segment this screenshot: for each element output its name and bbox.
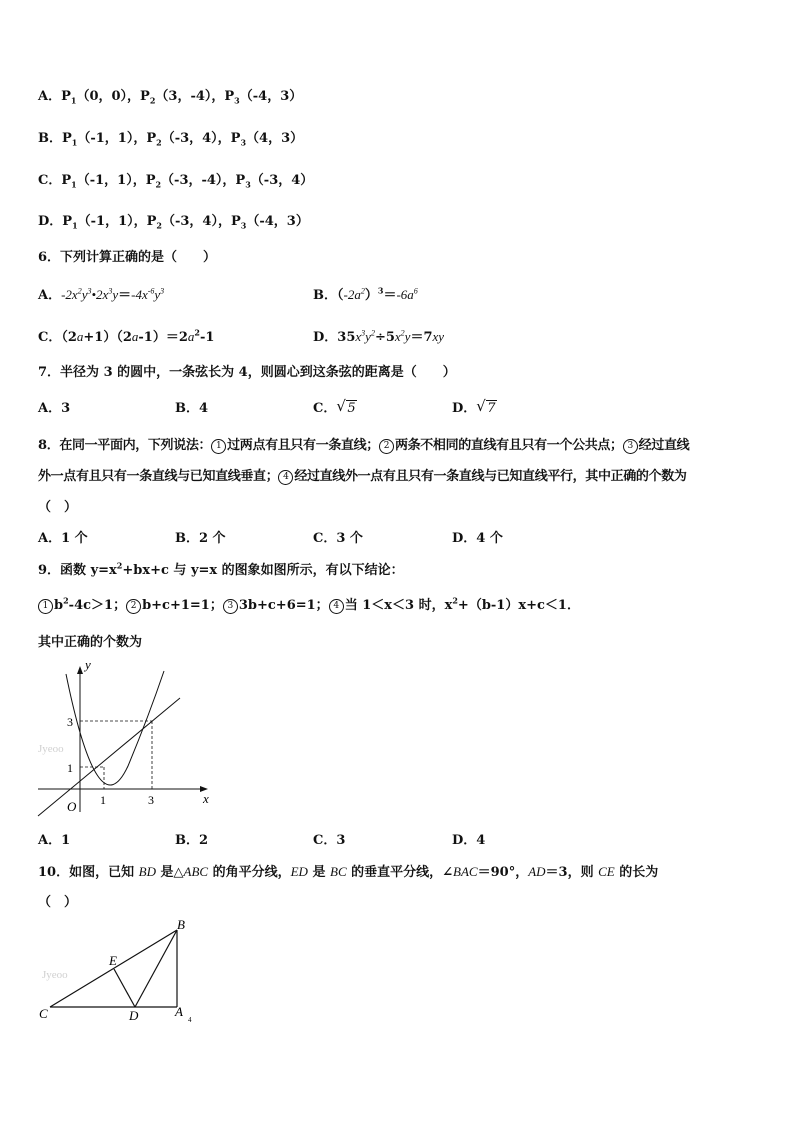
- q7-option-d: D． √ 7: [452, 397, 496, 416]
- segment-bd: [135, 930, 177, 1007]
- q9-question: 其中正确的个数为: [38, 635, 143, 650]
- segment-cb: [50, 930, 177, 1007]
- parabola-curve: [66, 671, 164, 785]
- q9-graph: [36, 656, 221, 818]
- q10-figure: [34, 914, 199, 1026]
- q7-option-b: B．4: [175, 401, 209, 416]
- q10-paren: （ ）: [38, 895, 78, 910]
- q8-stem-line2: 外一点有且只有一条直线与已知直线垂直； 4 经过直线外一点有且只有一条直线与已知直线平行，其中正确的个数为: [38, 469, 687, 484]
- watermark: Jyeoo: [38, 743, 64, 755]
- label-e: E: [109, 953, 117, 968]
- q5-option-b: B．$P_1(-1$，1），$P_2(-3$，4），$P_3(4$，3）: [38, 131, 304, 148]
- q10-stem: 10．如图，已知 BD 是△ABC 的角平分线，ED 是 BC 的垂直平分线，∠BAC＝90°，AD＝3，则 CE 的长为: [38, 864, 659, 880]
- x-tick-3: 3: [148, 793, 154, 807]
- q8-option-c: C．3 个: [313, 531, 363, 546]
- q7-option-c: C． √ 5: [313, 397, 356, 416]
- q7-option-a: A．3: [38, 401, 71, 416]
- label-b: B: [177, 917, 185, 932]
- label-a: A: [175, 1004, 183, 1019]
- q9-stem: 9．函数 $y=x^2+bx+c$ 与 y=x 的图象如图所示，有以下结论：: [38, 560, 404, 578]
- x-axis-label: x: [203, 791, 209, 806]
- q9-option-a: A．1: [38, 833, 71, 848]
- q9-option-c: C．3: [313, 833, 346, 848]
- line-y-equals-x: [38, 698, 180, 816]
- q8-option-a: A．1 个: [38, 531, 88, 546]
- segment-ed: [114, 969, 135, 1007]
- q6-option-c: C．$(2a+1)(2a-1)=2a^2-1$: [38, 327, 215, 345]
- q6-option-a: A．$-2x^2y^3•2x^3y=-4x^{-6}y^3$: [38, 286, 165, 303]
- y-tick-1: 1: [67, 761, 73, 775]
- label-c: C: [39, 1006, 48, 1021]
- q7-stem: 7．半径为 3 的圆中，一条弦长为 4，则圆心到这条弦的距离是（ ）: [38, 365, 456, 380]
- y-axis-arrow-icon: [77, 666, 83, 674]
- q5-option-d: D．$P_1(-1$，1），$P_2(-3$，4），$P_3(-4$，3）: [38, 214, 309, 231]
- q6-option-d: D．$35x^3y^2\div 5x^2y=7xy$: [313, 328, 445, 345]
- y-tick-3: 3: [67, 715, 73, 729]
- watermark: Jyeoo: [42, 969, 68, 981]
- q9-option-d: D．4: [452, 833, 486, 848]
- q9-conclusions: 1 $b^2-4c>1$； 2 b+c+1=1； 3 3b+c+6=1； 4 当 1＜x＜3 时，$x^2+(b-1)x+c<1$．: [38, 598, 580, 614]
- q8-stem-line3: （ ）: [38, 500, 78, 515]
- x-tick-1: 1: [100, 793, 106, 807]
- q8-option-b: B．2 个: [175, 531, 226, 546]
- q9-option-b: B．2: [175, 833, 209, 848]
- q5-option-c: C．$P_1(-1$，1），$P_2(-3$，-4），$P_3(-3$，4）: [38, 173, 314, 190]
- q5-option-a: A．$P_1(0$，0），$P_2(3$，-4），$P_3(-4$，3）: [38, 89, 303, 106]
- origin-label: O: [67, 799, 77, 814]
- q8-stem-line1: 8．在同一平面内，下列说法： 1 过两点有且只有一条直线； 2 两条不相同的直线有且只有一个公共点； 3 经过直线: [38, 438, 690, 453]
- q6-option-b: B．$(-2a^2)^3=-6a^6$: [313, 285, 418, 303]
- q8-option-d: D．4 个: [452, 531, 503, 546]
- label-d: D: [129, 1008, 139, 1023]
- y-axis-label: y: [85, 657, 91, 672]
- q6-stem: 6．下列计算正确的是（ ）: [38, 250, 217, 265]
- mark-4: 4: [188, 1016, 192, 1024]
